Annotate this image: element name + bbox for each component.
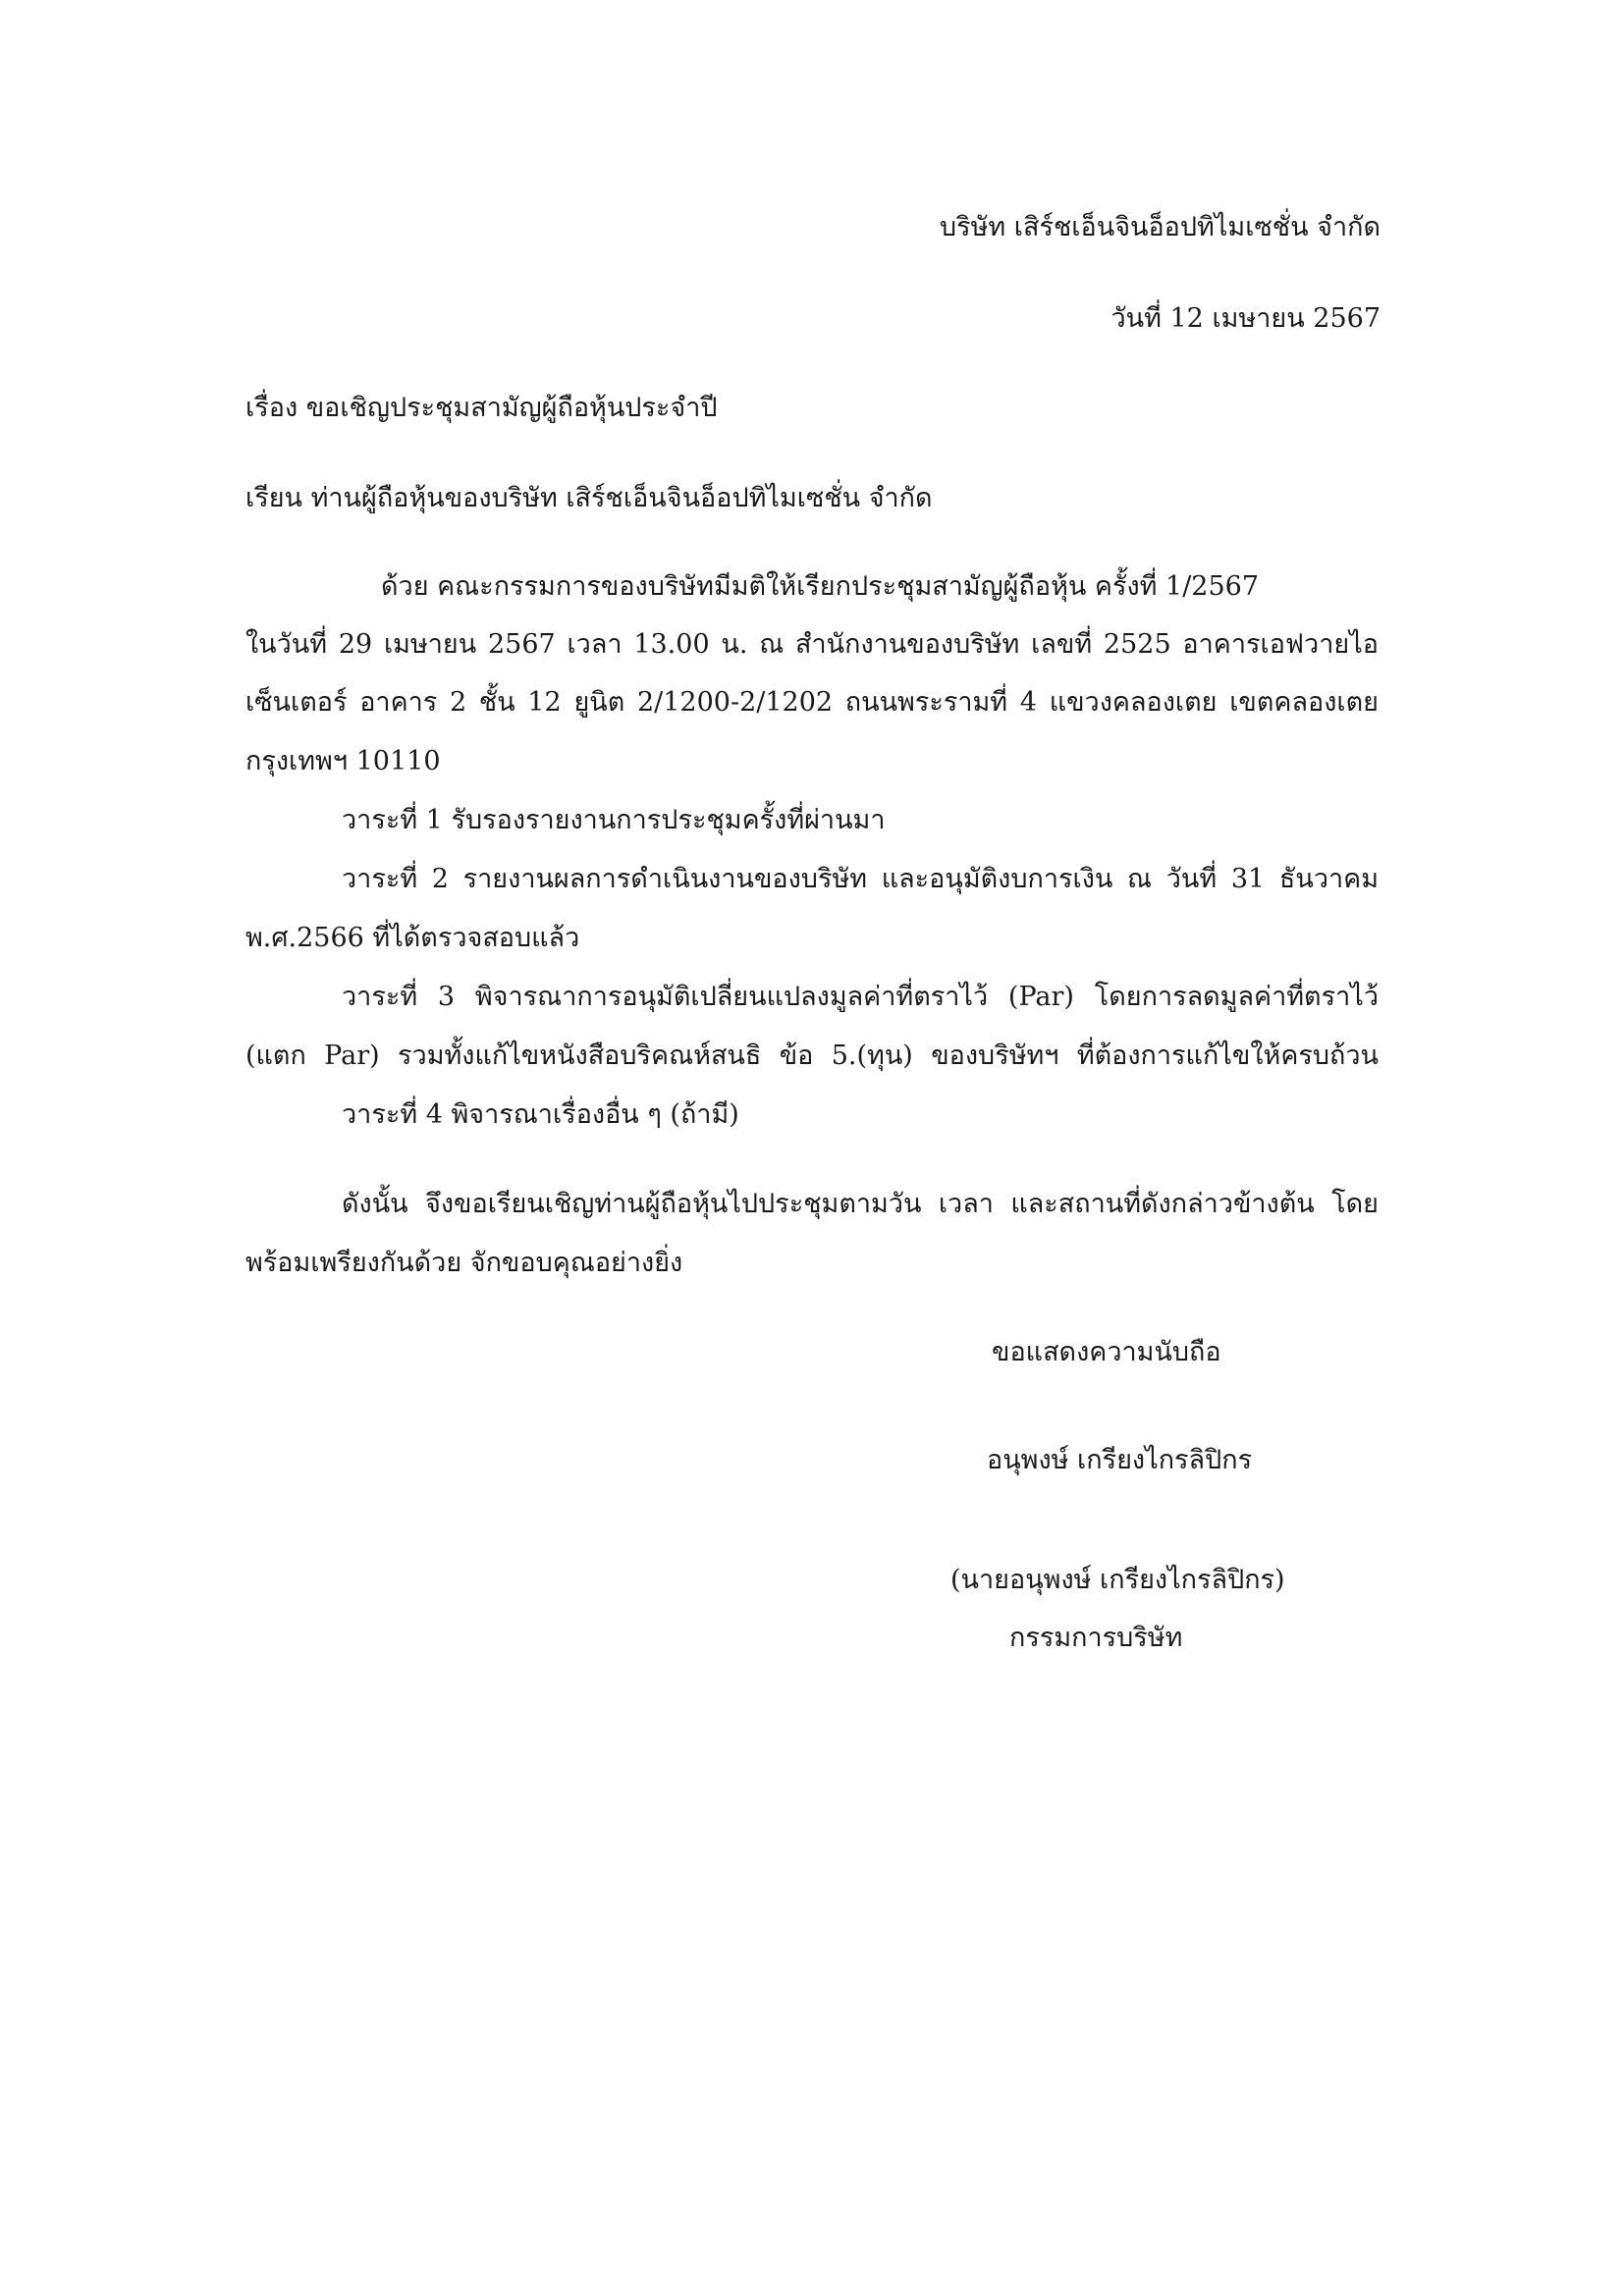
intro-line-4: กรุงเทพฯ 10110 [245, 746, 441, 776]
signature-regards: ขอแสดงความนับถือ [992, 1337, 1221, 1367]
agenda-item-3-line-2: (แตก Par) รวมทั้งแก้ไขหนังสือบริคณห์สนธิ ข้อ 5.(ทุน) ของบริษัทฯ ที่ต้องการแก้ไขให้ครบถ้วน [245, 1041, 1379, 1071]
agenda-item-3-line-1: วาระที่ 3 พิจารณาการอนุมัติเปลี่ยนแปลงมูลค่าที่ตราไว้ (Par) โดยการลดมูลค่าที่ตราไว้ [342, 982, 1379, 1012]
agenda-item-1: วาระที่ 1 รับรองรายงานการประชุมครั้งที่ผ่านมา [342, 805, 886, 835]
company-name: บริษัท เสิร์ชเอ็นจินอ็อปทิไมเซชั่น จำกัด [939, 212, 1380, 242]
closing-line-1: ดังนั้น จึงขอเรียนเชิญท่านผู้ถือหุ้นไปประชุมตามวัน เวลา และสถานที่ดังกล่าวข้างต้น โดย [342, 1189, 1379, 1219]
signature-full-name: (นายอนุพงษ์ เกรียงไกรลิปิกร) [950, 1565, 1285, 1595]
letter-recipient: เรียน ท่านผู้ถือหุ้นของบริษัท เสิร์ชเอ็นจินอ็อปทิไมเซชั่น จำกัด [245, 483, 933, 513]
intro-line-3: เซ็นเตอร์ อาคาร 2 ชั้น 12 ยูนิต 2/1200-2/1202 ถนนพระรามที่ 4 แขวงคลองเตย เขตคลองเตย [245, 687, 1379, 718]
closing-line-2: พร้อมเพรียงกันด้วย จักขอบคุณอย่างยิ่ง [245, 1248, 683, 1278]
agenda-item-2-line-1: วาระที่ 2 รายงานผลการดำเนินงานของบริษัท และอนุมัติงบการเงิน ณ วันที่ 31 ธันวาคม [342, 864, 1379, 894]
letter-subject: เรื่อง ขอเชิญประชุมสามัญผู้ถือหุ้นประจำปี [245, 393, 718, 423]
intro-line-2: ในวันที่ 29 เมษายน 2567 เวลา 13.00 น. ณ สำนักงานของบริษัท เลขที่ 2525 อาคารเอฟวายไอ [245, 629, 1379, 660]
intro-line-1: ด้วย คณะกรรมการของบริษัทมีมติให้เรียกประชุมสามัญผู้ถือหุ้น ครั้งที่ 1/2567 [381, 571, 1260, 602]
signature-signed-name: อนุพงษ์ เกรียงไกรลิปิกร [987, 1445, 1253, 1475]
letter-date: วันที่ 12 เมษายน 2567 [1110, 303, 1380, 334]
signature-title: กรรมการบริษัท [1009, 1623, 1183, 1653]
agenda-item-2-line-2: พ.ศ.2566 ที่ได้ตรวจสอบแล้ว [245, 923, 580, 953]
agenda-item-4: วาระที่ 4 พิจารณาเรื่องอื่น ๆ (ถ้ามี) [342, 1099, 739, 1130]
